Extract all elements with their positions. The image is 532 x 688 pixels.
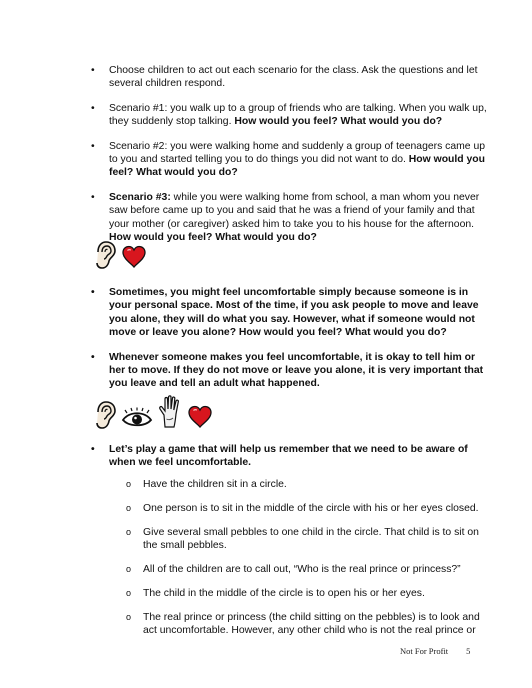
scenario-list — [90, 64, 490, 255]
list-item — [90, 351, 490, 391]
list-item-text: All of the children are to call out, “Who is the real prince or princess?” — [143, 564, 461, 576]
eye-icon — [121, 407, 153, 434]
list-item-text: One person is to sit in the middle of the circle with his or her eyes closed. — [143, 502, 479, 514]
icon-row — [93, 241, 147, 274]
discussion-list — [90, 286, 490, 402]
list-item-text: Whenever someone makes you feel uncomfortable, it is okay to tell him or her to move. If they do not move or leave you alone, it is very important that you leave and tell an adult what happened. — [109, 351, 484, 390]
list-item-text: Have the children sit in a circle. — [143, 479, 287, 490]
bullet: • — [91, 65, 95, 76]
list-item-text: Choose children to act out each scenario for the class. Ask the questions and let several children respond. — [109, 65, 478, 90]
bullet: • — [91, 444, 95, 455]
list-item — [126, 563, 486, 576]
list-item — [90, 286, 490, 340]
sub-bullet: o — [126, 611, 132, 622]
sub-bullet: o — [126, 564, 132, 575]
hand-icon — [157, 395, 183, 434]
bullet: • — [91, 287, 95, 298]
sub-bullet: o — [126, 479, 132, 489]
list-item — [90, 140, 490, 180]
scenario-label: Scenario #3: — [109, 191, 171, 203]
list-item — [126, 611, 486, 638]
heart-icon — [121, 245, 147, 274]
list-item-question: How would you feel? What would you do? — [109, 232, 317, 244]
page-footer — [400, 646, 470, 656]
list-item-text: Scenario #2: you were walking home and suddenly a group of teenagers came up to you and started telling you to do things you did not want to do. — [109, 140, 486, 166]
bullet: • — [91, 102, 95, 114]
game-steps — [126, 478, 486, 648]
ear-icon — [93, 401, 117, 434]
list-item-question: How would you feel? What would you do? — [234, 116, 443, 128]
list-item-text: Sometimes, you might feel uncomfortable simply because someone is in your personal space. Most of the time, if you ask people to move and leave you alone, they will do what you say. However, what if someone would not move or leave you alone? How would you feel? What would you do? — [109, 287, 479, 339]
list-item — [126, 478, 486, 491]
list-item-text: Scenario #1: you walk up to a group of friends who are talking. When you walk up, they suddenly stop talking. — [109, 102, 487, 128]
heart-icon — [187, 405, 213, 434]
list-item-question: How would you feel? What would you do? — [109, 154, 485, 179]
list-item-text: The real prince or princess (the child sitting on the pebbles) is to look and act uncomfortable. However, any other child who is not the real prince or — [143, 611, 480, 637]
sub-bullet: o — [126, 502, 132, 513]
bullet: • — [91, 351, 95, 363]
list-item — [126, 526, 486, 553]
bullet: • — [91, 140, 95, 152]
page-number: 5 — [466, 646, 471, 656]
list-item-text: Give several small pebbles to one child in the circle. That child is to sit on the small pebbles. — [143, 526, 479, 552]
list-item — [126, 502, 486, 515]
list-item — [90, 443, 490, 470]
list-item — [126, 587, 486, 600]
list-item-text: The child in the middle of the circle is to open his or her eyes. — [143, 588, 425, 600]
footer-label: Not For Profit — [400, 646, 449, 656]
list-item-text: while you were walking home from school, a man whom you never saw before came up to you and said that he was a friend of your family and that your mother (or caregiver) asked him to take you to his house for the afternoon. — [109, 191, 480, 230]
icon-row — [93, 395, 213, 434]
ear-icon — [93, 241, 117, 274]
list-item — [90, 102, 490, 129]
list-item — [90, 191, 490, 245]
bullet: • — [91, 191, 95, 203]
sub-bullet: o — [126, 526, 132, 537]
game-intro — [90, 443, 490, 481]
list-item — [90, 64, 490, 91]
sub-bullet: o — [126, 588, 132, 599]
list-item-text: Let’s play a game that will help us remember that we need to be aware of when we feel uncomfortable. — [109, 444, 468, 469]
